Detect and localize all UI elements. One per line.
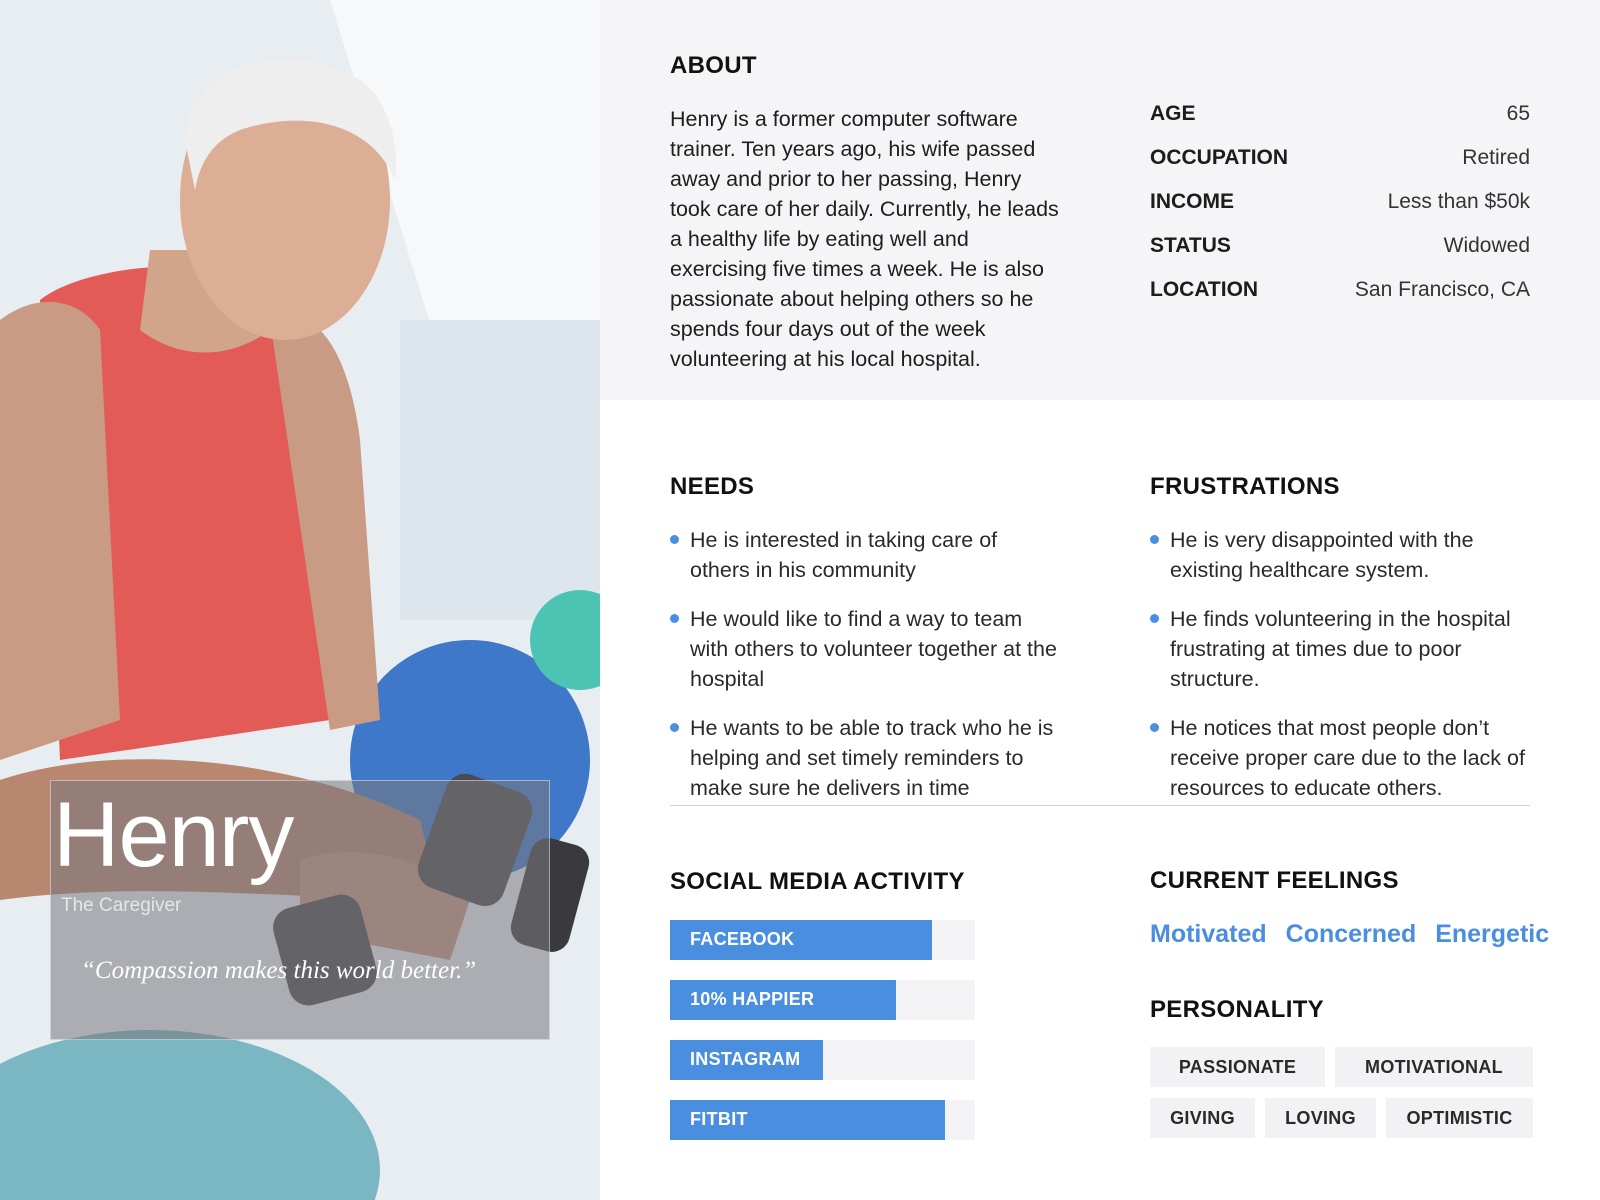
fact-label: LOCATION (1150, 278, 1259, 301)
feelings-heading: CURRENT FEELINGS (1150, 867, 1399, 894)
bar-label: FITBIT (690, 1109, 748, 1129)
about-text: Henry is a former computer software trainer. Ten years ago, his wife passed away and prior to her passing, Henry took care of her daily. Currently, he leads a healthy life by eating well and exercising five times a week. He is also passionate about helping others so he spends four days out of the week volunteering at his local hospital. (670, 107, 1059, 371)
list-item (670, 713, 1060, 803)
list-item (670, 604, 1060, 694)
feelings-list (1150, 920, 1561, 949)
frustration-text: He is very disappointed with the existing healthcare system. (1170, 528, 1474, 582)
fact-value: 65 (1506, 102, 1530, 125)
social-bar-10-happier (670, 980, 975, 1020)
bullet-icon (670, 535, 679, 544)
name-card (50, 780, 550, 1040)
bar-label: INSTAGRAM (690, 1049, 801, 1069)
facts-list (1150, 102, 1530, 322)
profile-photo (0, 0, 600, 1200)
fact-location (1150, 278, 1530, 322)
bar-label: FACEBOOK (690, 929, 795, 949)
list-item (1150, 525, 1535, 585)
social-bar-fitbit (670, 1100, 975, 1140)
feeling-item: Motivated (1150, 920, 1267, 948)
fact-status (1150, 234, 1530, 278)
bullet-icon (670, 723, 679, 732)
bullet-icon (1150, 614, 1159, 623)
fact-age (1150, 102, 1530, 146)
personality-tag: GIVING (1150, 1098, 1255, 1138)
need-text: He is interested in taking care of others in his community (690, 528, 998, 582)
needs-list (670, 525, 1060, 822)
social-bar-instagram (670, 1040, 975, 1080)
fact-income (1150, 190, 1530, 234)
need-text: He wants to be able to track who he is helping and set timely reminders to make sure he delivers in time (690, 716, 1054, 800)
feeling-item: Concerned (1285, 920, 1417, 948)
need-text: He would like to find a way to team with others to volunteer together at the hospital (690, 607, 1057, 691)
frustration-text: He notices that most people don’t receive proper care due to the lack of resources to educate others. (1170, 716, 1525, 800)
about-heading: ABOUT (670, 52, 757, 79)
fact-occupation (1150, 146, 1530, 190)
bullet-icon (670, 614, 679, 623)
list-item (1150, 713, 1535, 803)
personality-tag: PASSIONATE (1150, 1047, 1325, 1087)
fact-value: San Francisco, CA (1354, 278, 1530, 301)
frustrations-heading: FRUSTRATIONS (1150, 473, 1340, 500)
persona-quote: “Compassion makes this world better.” (81, 957, 477, 984)
frustration-text: He finds volunteering in the hospital frustrating at times due to poor structure. (1170, 607, 1511, 691)
fact-label: AGE (1150, 102, 1196, 125)
personality-tag: OPTIMISTIC (1386, 1098, 1533, 1138)
social-bar-facebook (670, 920, 975, 960)
fact-label: STATUS (1150, 234, 1231, 257)
fact-value: Retired (1462, 146, 1530, 169)
fact-label: INCOME (1150, 190, 1234, 213)
fact-label: OCCUPATION (1150, 146, 1289, 169)
list-item (670, 525, 1060, 585)
fact-value: Less than $50k (1387, 190, 1530, 213)
social-heading: SOCIAL MEDIA ACTIVITY (670, 868, 965, 895)
needs-heading: NEEDS (670, 473, 755, 500)
list-item (1150, 604, 1535, 694)
persona-name: Henry (53, 784, 294, 886)
bullet-icon (1150, 535, 1159, 544)
personality-tag: LOVING (1265, 1098, 1376, 1138)
feeling-item: Energetic (1435, 920, 1550, 948)
bullet-icon (1150, 723, 1159, 732)
frustrations-list (1150, 525, 1535, 822)
personality-tag: MOTIVATIONAL (1335, 1047, 1533, 1087)
persona-role: The Caregiver (61, 895, 182, 916)
personality-heading: PERSONALITY (1150, 996, 1324, 1023)
bar-label: 10% HAPPIER (690, 989, 815, 1009)
section-divider (670, 805, 1530, 806)
fact-value: Widowed (1443, 234, 1530, 257)
